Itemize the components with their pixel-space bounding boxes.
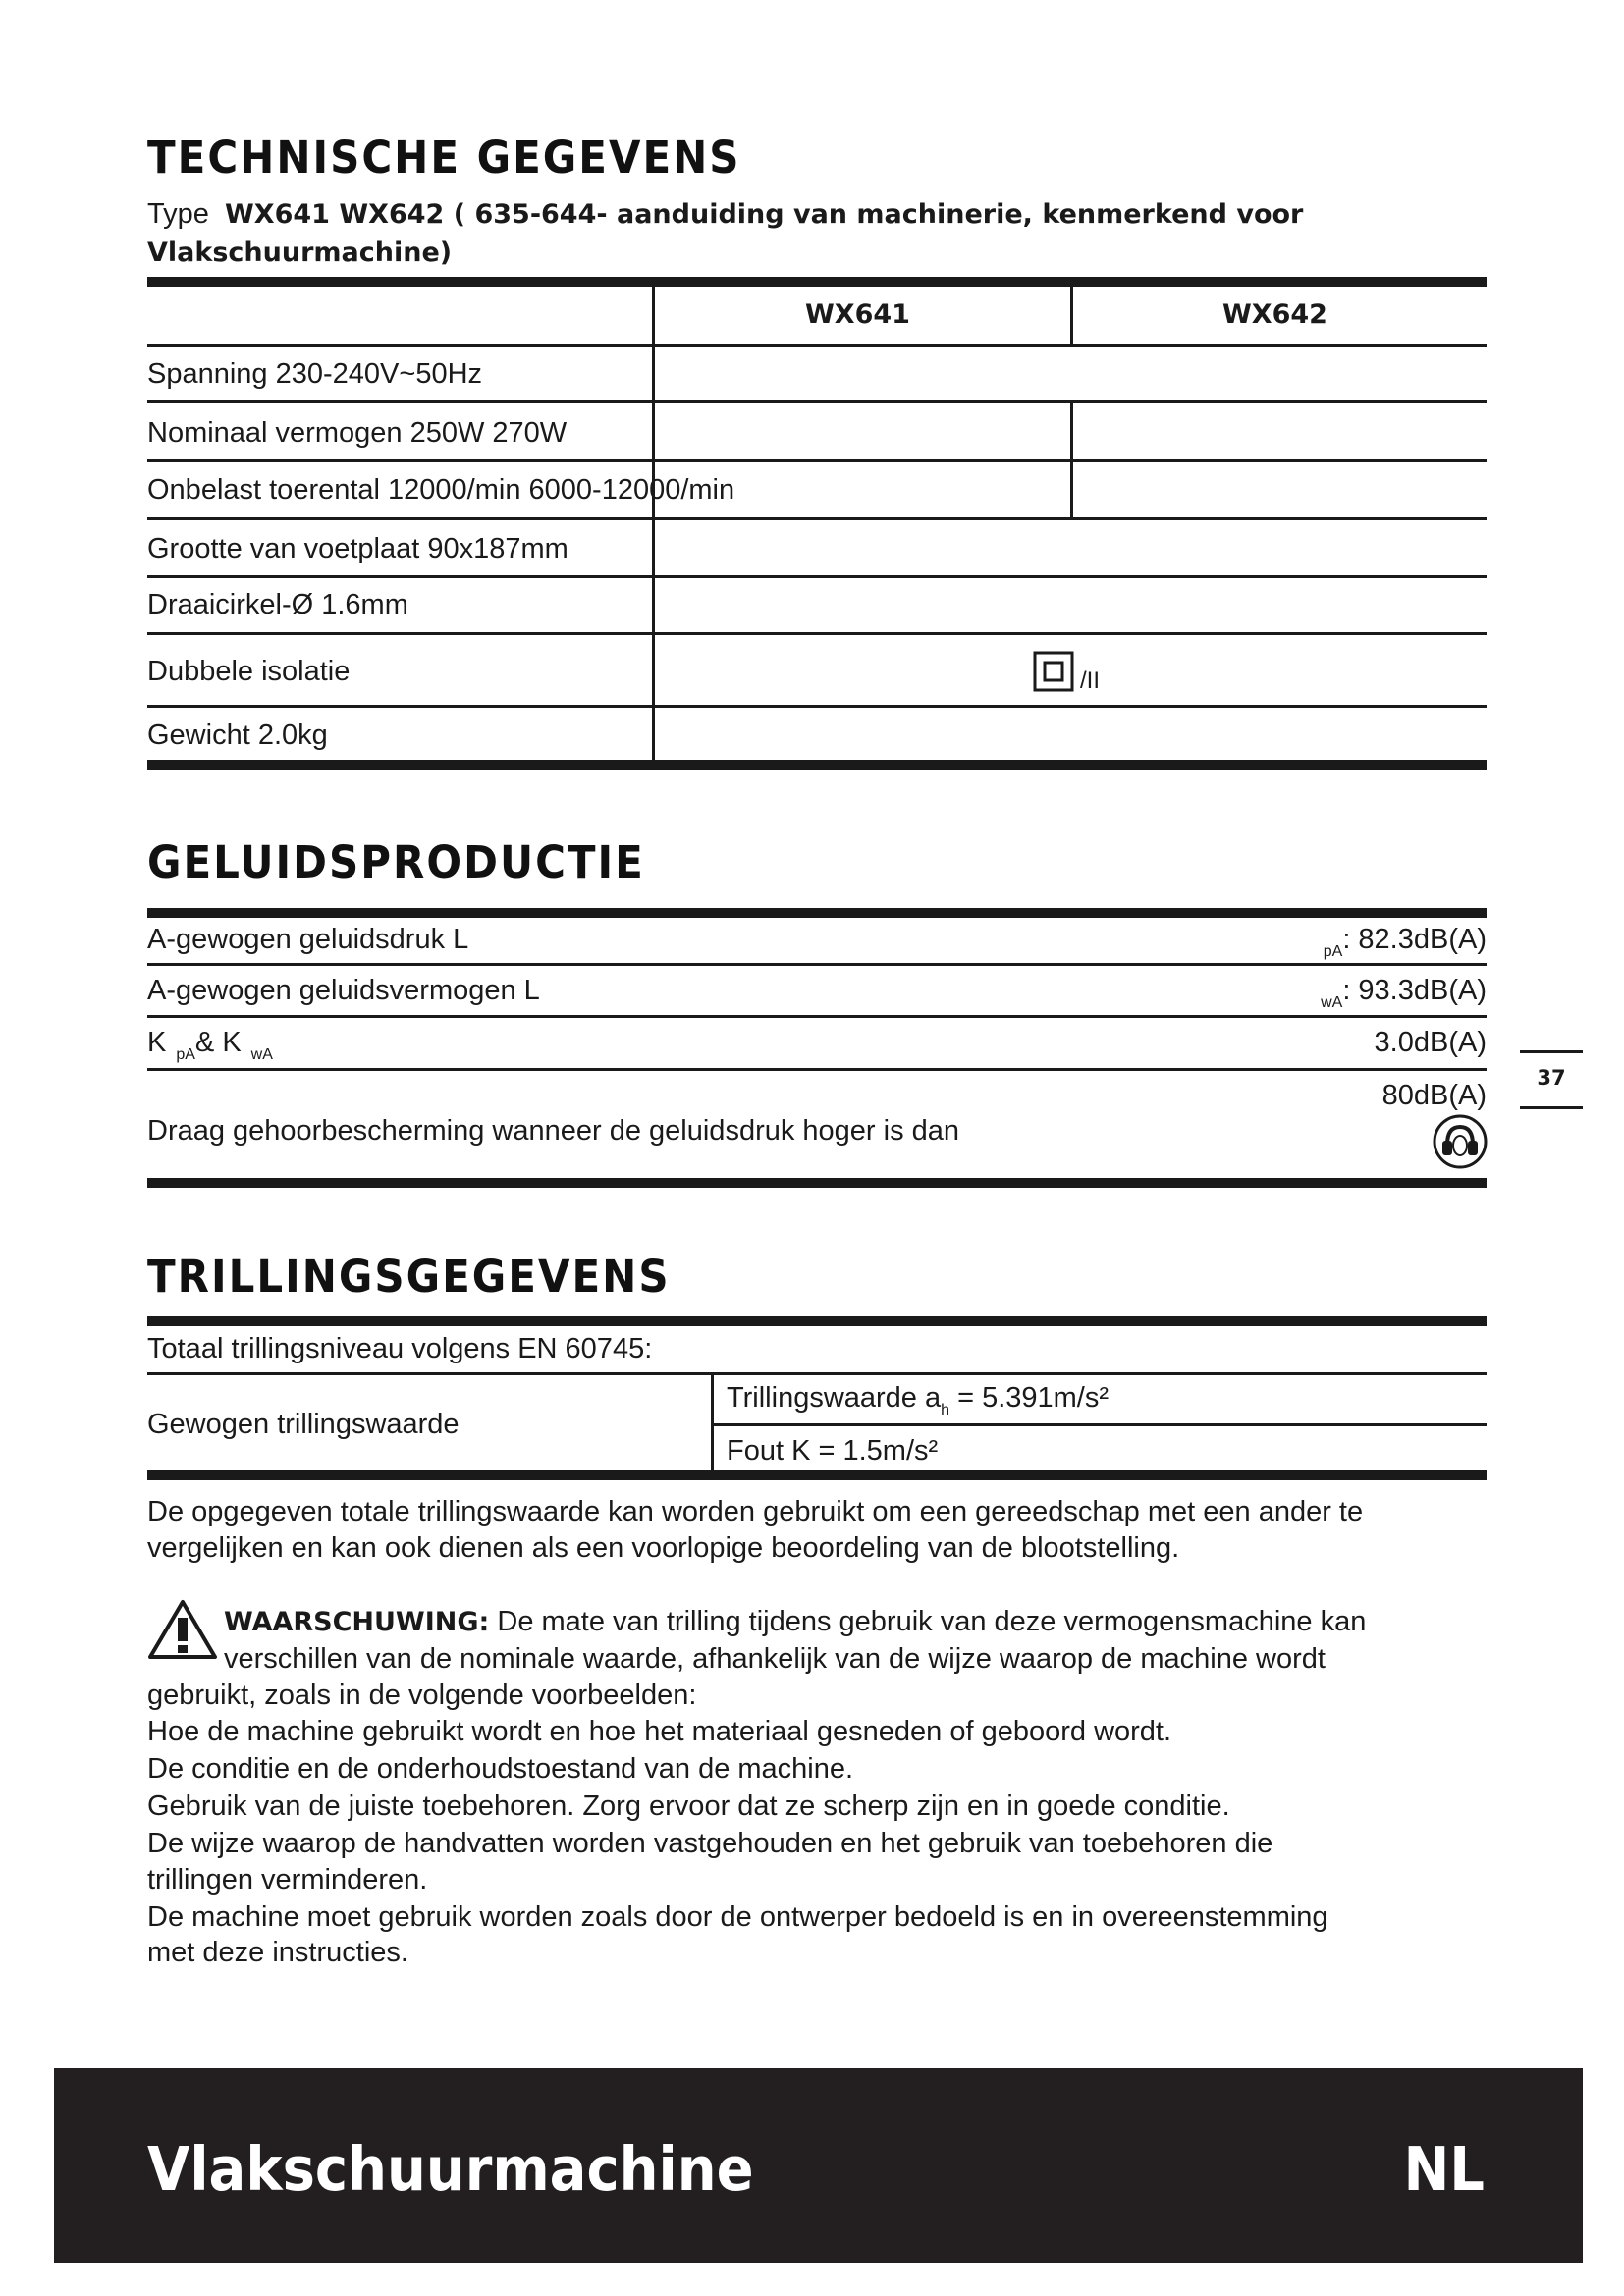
trillings-rule [711, 1423, 1487, 1426]
label: A-gewogen geluidsdruk L [147, 924, 469, 955]
geluid-threshold-value: 80dB(A) [1381, 1080, 1487, 1111]
geluid-hearing-label: Draag gehoorbescherming wanneer de geluidsdruk hoger is dan [147, 1115, 960, 1147]
trillings-divider [711, 1372, 714, 1472]
trillings-weighted-label: Gewogen trillingswaarde [147, 1409, 460, 1440]
amp: & K [194, 1027, 242, 1058]
value-prefix: Trillingswaarde a [727, 1382, 942, 1414]
spec-row-isolatie: Dubbele isolatie [147, 656, 351, 687]
warning-line: gebruikt, zoals in de volgende voorbeelden: [147, 1680, 697, 1711]
subscript-wa: wA [250, 1046, 273, 1063]
trillings-value [727, 1382, 1110, 1418]
subscript: pA [1323, 943, 1343, 960]
isolation-class-label: /II [1080, 667, 1101, 694]
trillings-paragraph-line-2: vergelijken en kan ook dienen als een voorlopige beoordeling van de blootstelling. [147, 1532, 1180, 1564]
geluid-top-rule [147, 908, 1487, 918]
trillings-top-rule [147, 1316, 1487, 1326]
warning-line: De conditie en de onderhoudstoestand van de machine. [147, 1753, 854, 1785]
geluid-rule [147, 963, 1487, 966]
page-number-rule-top [1520, 1050, 1583, 1053]
trillings-bottom-rule [147, 1470, 1487, 1480]
trillings-paragraph-line-1: De opgegeven totale trillingswaarde kan worden gebruikt om een gereedschap met een ander te [147, 1496, 1364, 1527]
ear-protection-icon [1432, 1113, 1489, 1170]
trillings-heading: TRILLINGSGEGEVENS [147, 1251, 671, 1303]
table-rule [147, 575, 1487, 578]
warning-line: De machine moet gebruik worden zoals door de ontwerper bedoeld is en in overeenstemming [147, 1901, 1328, 1933]
trillings-total-label: Totaal trillingsniveau volgens EN 60745: [147, 1333, 653, 1364]
spec-row-voetplaat: Grootte van voetplaat 90x187mm [147, 533, 568, 564]
trillings-error: Fout K = 1.5m/s² [727, 1435, 939, 1467]
type-prefix: Type [147, 198, 209, 230]
spec-row-toerental: Onbelast toerental 12000/min 6000-12000/min [147, 474, 735, 506]
value-suffix: = 5.391m/s² [949, 1382, 1110, 1414]
warning-line-1: De mate van trilling tijdens gebruik van deze vermogensmachine kan [489, 1606, 1367, 1637]
page-number: 37 [1537, 1066, 1566, 1090]
table-rule [147, 400, 1487, 403]
footer-lang: NL [1403, 2135, 1485, 2206]
geluid-row-k-value: 3.0dB(A) [1374, 1027, 1487, 1058]
warning-first-line [224, 1606, 1366, 1638]
footer-bar [54, 2068, 1583, 2263]
type-line [147, 198, 1303, 231]
table-rule [147, 459, 1487, 462]
page-number-rule-bottom [1520, 1106, 1583, 1109]
type-line-2: Vlakschuurmachine) [147, 238, 453, 268]
table-top-rule [147, 277, 1487, 287]
col-header-wx642: WX642 [1222, 299, 1327, 330]
warning-line: met deze instructies. [147, 1937, 408, 1968]
warning-line: Hoe de machine gebruikt wordt en hoe het materiaal gesneden of geboord wordt. [147, 1716, 1172, 1747]
footer-title: Vlakschuurmachine [147, 2135, 754, 2206]
trillings-rule [147, 1372, 1487, 1375]
label: A-gewogen geluidsvermogen L [147, 975, 540, 1006]
spec-row-draaicirkel: Draaicirkel-Ø 1.6mm [147, 589, 408, 620]
table-divider-main [652, 285, 655, 762]
table-bottom-rule [147, 760, 1487, 770]
value-subscript: h [941, 1402, 950, 1418]
subscript-pa: pA [176, 1046, 195, 1063]
warning-line: Gebruik van de juiste toebehoren. Zorg ervoor dat ze scherp zijn en in goede conditie. [147, 1790, 1230, 1822]
technische-heading: TECHNISCHE GEGEVENS [147, 132, 741, 184]
table-divider-header [1070, 285, 1073, 346]
spec-row-spanning: Spanning 230-240V~50Hz [147, 358, 483, 390]
geluid-rule [147, 1068, 1487, 1071]
warning-line: verschillen van de nominale waarde, afhankelijk van de wijze waarop de machine wordt [224, 1643, 1326, 1675]
table-rule [147, 344, 1487, 347]
geluid-row-druk-label [147, 924, 468, 956]
table-rule [147, 705, 1487, 708]
warning-line: trillingen verminderen. [147, 1864, 428, 1896]
value: : 82.3dB(A) [1342, 924, 1487, 955]
k1: K [147, 1027, 167, 1058]
spec-row-vermogen: Nominaal vermogen 250W 270W [147, 417, 568, 449]
table-rule [147, 632, 1487, 635]
geluid-row-k-label [147, 1027, 273, 1063]
warning-triangle-icon [147, 1598, 218, 1661]
geluid-row-vermogen-label [147, 975, 540, 1007]
type-models: WX641 WX642 ( 635-644- aanduiding van machinerie, kenmerkend voor [225, 199, 1304, 230]
geluid-heading: GELUIDSPRODUCTIE [147, 836, 645, 888]
geluid-row-vermogen-value [1321, 975, 1487, 1011]
geluid-bottom-rule [147, 1178, 1487, 1188]
geluid-row-druk-value [1323, 924, 1487, 960]
col-header-wx641: WX641 [805, 299, 910, 330]
table-rule [147, 517, 1487, 520]
value: : 93.3dB(A) [1342, 975, 1487, 1006]
geluid-rule [147, 1015, 1487, 1018]
double-insulation-icon [1033, 651, 1074, 692]
warning-line: De wijze waarop de handvatten worden vastgehouden en het gebruik van toebehoren die [147, 1828, 1273, 1859]
spec-row-gewicht: Gewicht 2.0kg [147, 720, 328, 751]
warning-label: WAARSCHUWING: [224, 1607, 490, 1637]
subscript: wA [1321, 994, 1343, 1011]
